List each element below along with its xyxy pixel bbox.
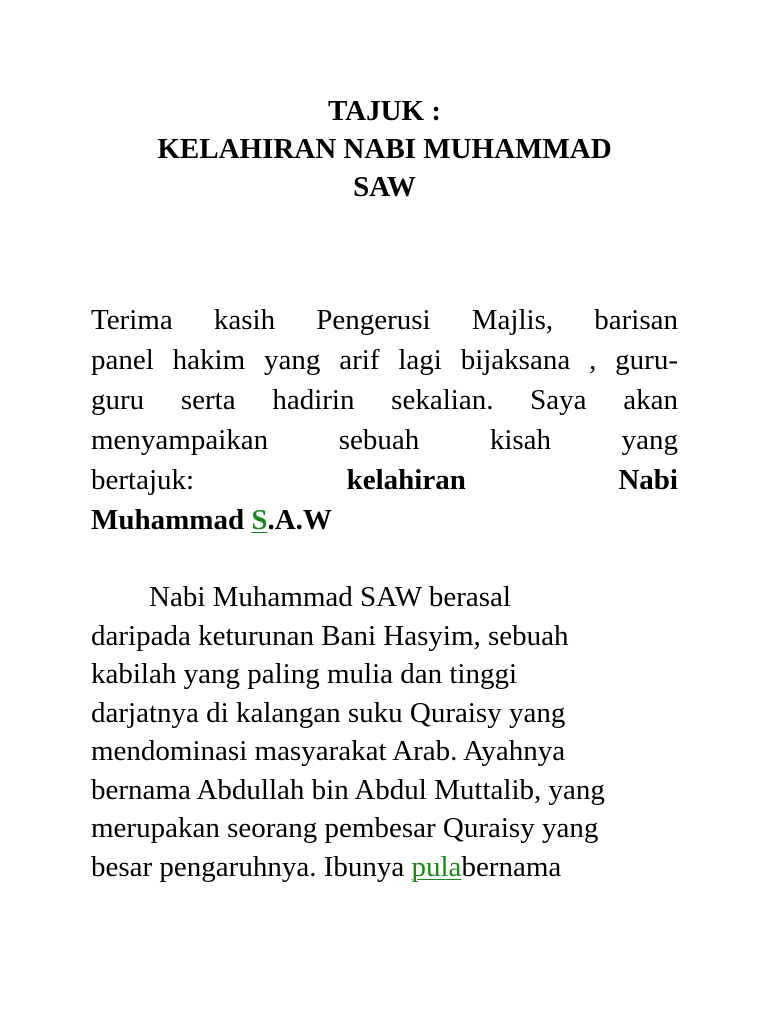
intro-line-5 [91, 460, 678, 500]
title-line-2: KELAHIRAN NABI MUHAMMAD [157, 133, 612, 165]
body-line-2: daripada keturunan Bani Hasyim, sebuah [91, 619, 569, 652]
body-line-7: merupakan seorang pembesar Quraisy yang [91, 812, 599, 844]
body-line-4: darjatnya di kalangan suku Quraisy yang [91, 696, 566, 729]
intro-line-1: Terima kasih Pengerusi Majlis, barisan [91, 304, 678, 336]
title-line-1: TAJUK : [327, 95, 442, 127]
intro-line-2: panel hakim yang arif lagi bijaksana , guru- [91, 344, 678, 376]
intro-bold-muhammad: Muhammad [91, 504, 252, 536]
intro-bold-kelahiran: kelahiran [346, 464, 466, 496]
body-line-5: mendominasi masyarakat Arab. Ayahnya [91, 735, 566, 767]
intro-paragraph [91, 300, 678, 540]
body-paragraph [91, 578, 651, 886]
s-link[interactable]: S [251, 504, 268, 536]
intro-bold-nabi: Nabi [618, 464, 678, 496]
body-line-1 [91, 578, 651, 617]
intro-line-4: menyampaikan sebuah kisah yang [91, 424, 678, 456]
pula-link[interactable]: pula [411, 850, 462, 883]
intro-line-5-text: bertajuk: [91, 464, 347, 496]
document-page [91, 92, 678, 886]
title-line-3: SAW [353, 171, 416, 203]
body-line-8 [91, 848, 651, 887]
body-line-3: kabilah yang paling mulia dan tinggi [91, 658, 518, 690]
body-line-6: bernama Abdullah bin Abdul Muttalib, yang [91, 773, 605, 806]
intro-bold-saw: .A.W [267, 504, 332, 536]
body-line-8-start: besar pengaruhnya. Ibunya [91, 850, 412, 883]
body-line-8-end: bernama [461, 850, 562, 883]
document-title [91, 92, 678, 206]
body-line-1-text: Nabi Muhammad SAW berasal [149, 581, 511, 613]
intro-line-3: guru serta hadirin sekalian. Saya akan [91, 384, 678, 416]
intro-line-6 [91, 500, 678, 540]
